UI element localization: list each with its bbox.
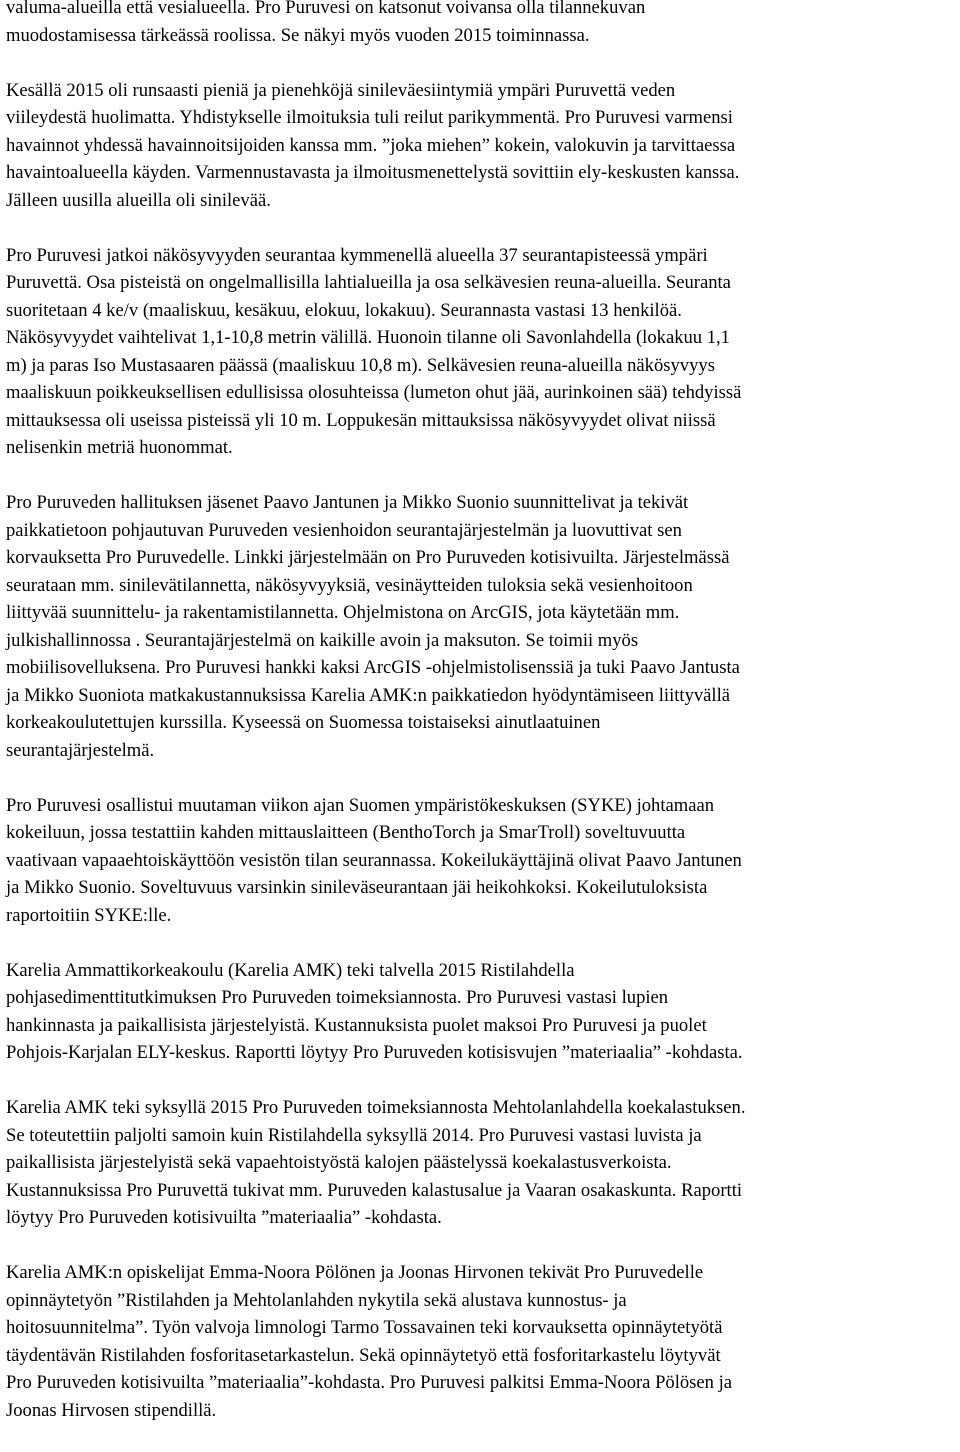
paragraph <box>6 1259 956 1424</box>
text-line: Pro Puruveden kotisivuilta ”materiaalia”-kohdasta. Pro Puruvesi palkitsi Emma-Noora Pölösen ja <box>6 1372 733 1393</box>
text-line: kokeiluun, jossa testattiin kahden mittauslaitteen (BenthoTorch ja SmarTroll) soveltuvuutta <box>6 822 686 843</box>
text-line: ja Mikko Suonio. Soveltuvuus varsinkin sinileväseurantaan jäi heikohkoksi. Kokeilutuloksista <box>6 877 708 898</box>
text-line: paikkatietoon pohjautuvan Puruveden vesienhoidon seurantajärjestelmän ja luovuttivat sen <box>6 519 682 541</box>
text-line: korkeakoulutettujen kurssilla. Kyseessä on Suomessa toistaiseksi ainutlaatuinen <box>6 712 601 733</box>
paragraph <box>6 1094 956 1232</box>
text-line: paikallisista järjestelyistä sekä vapaehtoistyöstä kalojen päästelyssä koekalastusverkoista. <box>6 1152 672 1173</box>
text-line: m) ja paras Iso Mustasaaren päässä (maaliskuu 10,8 m). Selkävesien reuna-alueilla näkösyvyys <box>6 354 715 376</box>
text-line: nelisenkin metriä huonommat. <box>6 437 233 458</box>
text-line: suoritetaan 4 ke/v (maaliskuu, kesäkuu, elokuu, lokakuu). Seurannasta vastasi 13 henkilöä. <box>6 299 682 321</box>
paragraph <box>6 957 956 1067</box>
text-line: löytyy Pro Puruveden kotisivuilta ”materiaalia” -kohdasta. <box>6 1207 442 1228</box>
document-body <box>6 0 956 1452</box>
text-line: seurantajärjestelmä. <box>6 739 155 761</box>
text-line: Puruvettä. Osa pisteistä on ongelmallisilla lahtialueilla ja osa selkävesien reuna-alueilla. Seuranta <box>6 272 731 293</box>
text-line: korvauksetta Pro Puruvedelle. Linkki järjestelmään on Pro Puruveden kotisivuilta. Järjestelmässä <box>6 547 730 568</box>
text-line: hoitosuunnitelma”. Työn valvoja limnologi Tarmo Tossavainen teki korvauksetta opinnäytetyötä <box>6 1317 723 1338</box>
text-line: hankinnasta ja paikallisista järjestelyistä. Kustannuksista puolet maksoi Pro Puruvesi ja puolet <box>6 1014 707 1036</box>
text-line: raportoitiin SYKE:lle. <box>6 904 172 926</box>
text-line: maaliskuun poikkeuksellisen edullisissa olosuhteissa (lumeton ohut jää, aurinkoinen sää) tehdyissä <box>6 382 742 403</box>
paragraph <box>6 77 956 215</box>
text-line: havaintoalueella käyden. Varmennustavasta ja ilmoitusmenettelystä sovittiin ely-keskusten kanssa. <box>6 162 740 183</box>
text-line: Karelia AMK teki syksyllä 2015 Pro Puruveden toimeksiannosta Mehtolanlahdella koekalastuksen. <box>6 1097 746 1118</box>
text-line: liittyvää suunnittelu- ja rakentamistilannetta. Ohjelmistona on ArcGIS, jota käytetään mm. <box>6 602 680 623</box>
paragraph <box>6 489 956 764</box>
text-line: Joonas Hirvosen stipendillä. <box>6 1399 217 1421</box>
text-line: mittauksessa oli useissa pisteissä yli 10 m. Loppukesän mittauksissa näkösyvyydet olivat niissä <box>6 409 716 431</box>
text-line: julkishallinnossa . Seurantajärjestelmä on kaikille avoin ja maksuton. Se toimii myös <box>6 629 639 651</box>
text-line: ja Mikko Suoniota matkakustannuksissa Karelia AMK:n paikkatiedon hyödyntämiseen liittyvällä <box>6 684 731 706</box>
paragraph <box>6 792 956 930</box>
text-line: viileydestä huolimatta. Yhdistykselle ilmoituksia tuli reilut parikymmentä. Pro Puruvesi varmensi <box>6 107 733 128</box>
text-line: Kustannuksissa Pro Puruvettä tukivat mm. Puruveden kalastusalue ja Vaaran osakaskunta. Raportti <box>6 1179 743 1201</box>
text-line: Karelia Ammattikorkeakoulu (Karelia AMK) teki talvella 2015 Ristilahdella <box>6 959 575 981</box>
text-line: vaativaan vapaaehtoiskäyttöön vesistön tilan seurannassa. Kokeilukäyttäjinä olivat Paavo Jantunen <box>6 849 742 871</box>
text-line: valuma-alueilla että vesialueella. Pro Puruvesi on katsonut voivansa olla tilannekuvan <box>6 0 646 18</box>
text-line: Pohjois-Karjalan ELY-keskus. Raportti löytyy Pro Puruveden kotisisvujen ”materiaalia” -kohdasta. <box>6 1042 743 1063</box>
text-line: Pro Puruvesi osallistui muutaman viikon ajan Suomen ympäristökeskuksen (SYKE) johtamaan <box>6 794 715 816</box>
text-line: Jälleen uusilla alueilla oli sinilevää. <box>6 189 271 211</box>
text-line: täydentävän Ristilahden fosforitasetarkastelun. Sekä opinnäytetyö että fosforitarkastelu löytyvät <box>6 1344 721 1366</box>
text-line: mobiilisovelluksena. Pro Puruvesi hankki kaksi ArcGIS -ohjelmistolisenssiä ja tuki Paavo Jantusta <box>6 657 740 678</box>
text-line: Pro Puruvesi jatkoi näkösyvyyden seurantaa kymmenellä alueella 37 seurantapisteessä ympäri <box>6 244 708 266</box>
text-line: Karelia AMK:n opiskelijat Emma-Noora Pölönen ja Joonas Hirvonen tekivät Pro Puruvedelle <box>6 1262 704 1283</box>
text-line: Näkösyvyydet vaihtelivat 1,1-10,8 metrin välillä. Huonoin tilanne oli Savonlahdella (lokakuu 1,1 <box>6 327 730 348</box>
text-line: seurataan mm. sinilevätilannetta, näkösyvyyksiä, vesinäytteiden tuloksia sekä vesienhoitoon <box>6 574 693 596</box>
text-line: Pro Puruveden hallituksen jäsenet Paavo Jantunen ja Mikko Suonio suunnittelivat ja tekivät <box>6 492 689 513</box>
paragraph <box>6 0 956 49</box>
text-line: pohjasedimenttitutkimuksen Pro Puruveden toimeksiannosta. Pro Puruvesi vastasi lupien <box>6 987 669 1008</box>
text-line: Kesällä 2015 oli runsaasti pieniä ja pienehköjä sinileväesiintymiä ympäri Puruvettä veden <box>6 79 676 101</box>
paragraph <box>6 242 956 462</box>
text-line: muodostamisessa tärkeässä roolissa. Se näkyi myös vuoden 2015 toiminnassa. <box>6 24 590 46</box>
text-line: Se toteutettiin paljolti samoin kuin Ristilahdella syksyllä 2014. Pro Puruvesi vastasi luvista ja <box>6 1124 702 1146</box>
text-line: havainnot yhdessä havainnoitsijoiden kanssa mm. ”joka miehen” kokein, valokuvin ja tarvittaessa <box>6 134 736 156</box>
text-line: opinnäytetyön ”Ristilahden ja Mehtolanlahden nykytila sekä alustava kunnostus- ja <box>6 1289 627 1311</box>
